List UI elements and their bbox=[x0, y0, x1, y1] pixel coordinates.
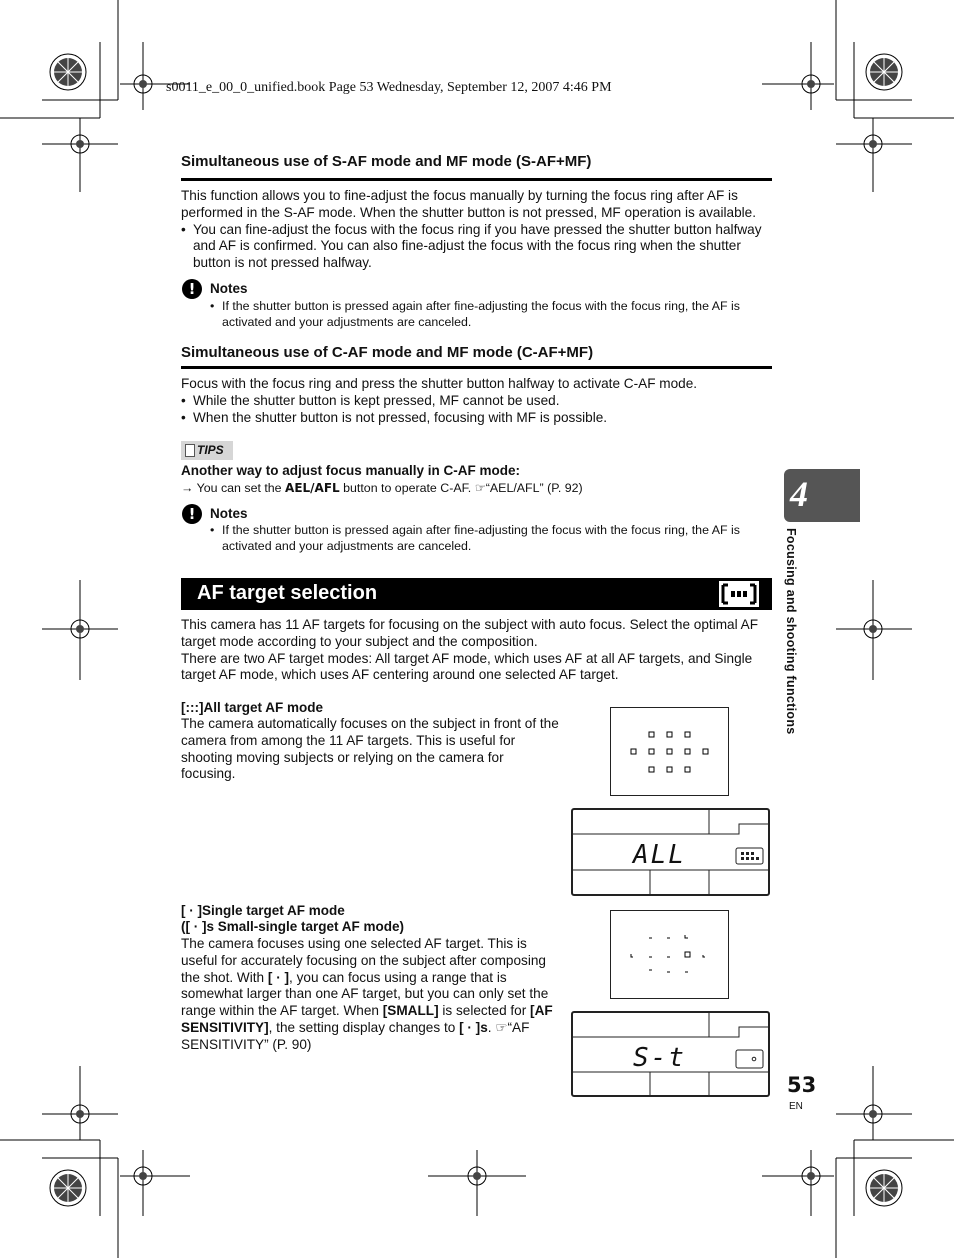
section-title: Simultaneous use of S-AF mode and MF mode (S-AF+MF) bbox=[181, 153, 592, 170]
tips-text bbox=[181, 480, 773, 496]
section-rule bbox=[181, 366, 772, 369]
af-target-banner bbox=[181, 578, 772, 610]
small-single-target-title: ([ · ]s Small-single target AF mode) bbox=[181, 919, 405, 934]
section-body bbox=[181, 376, 773, 426]
notes-heading: Notes bbox=[210, 281, 248, 296]
all-target-title bbox=[181, 700, 561, 715]
text-span: The camera focuses using one selected AF target. This is useful for accurately focusing on the subject after composing the shot. With bbox=[181, 936, 546, 985]
bullet-item: • You can fine-adjust the focus with the focus ring if you have pressed the shutter button halfway and AF is confirmed. You can also fine-adjust the focus with the focus ring when the shutter button is not pressed halfway. bbox=[181, 222, 773, 272]
text-span: , the setting display changes to bbox=[268, 1019, 460, 1035]
note-item: • If the shutter button is pressed again after fine-adjusting the focus with the focus ring, the AF is activated and your adjustments are canceled. bbox=[181, 522, 773, 554]
lcd-readout: S-t bbox=[633, 1043, 686, 1073]
af-intro bbox=[181, 617, 773, 684]
control-panel-all bbox=[571, 808, 770, 896]
section-c-af-mf bbox=[181, 344, 773, 361]
text-span: . bbox=[487, 1019, 496, 1035]
viewfinder-all-targets bbox=[610, 707, 729, 796]
note-item: • If the shutter button is pressed again after fine-adjusting the focus with the focus ring, the AF is activated and your adjustments are canceled. bbox=[181, 298, 773, 330]
paragraph: Focus with the focus ring and press the shutter button halfway to activate C-AF mode. bbox=[181, 376, 698, 391]
tips-label: TIPS bbox=[197, 443, 224, 457]
lcd-readout: ALL bbox=[633, 840, 686, 870]
book-header-line: s0011_e_00_0_unified.book Page 53 Wednesday, September 12, 2007 4:46 PM bbox=[166, 80, 612, 95]
notes-list bbox=[181, 522, 773, 554]
bullet-item: • When the shutter button is not pressed, focusing with MF is possible. bbox=[181, 410, 773, 427]
all-target-body: The camera automatically focuses on the subject in front of the camera from among the 11 AF targets. This is useful for shooting moving subjects or relying on the camera for focusing. bbox=[181, 716, 559, 782]
text-span: is selected for bbox=[438, 1003, 531, 1019]
tips-reference: ☞“AEL/AFL” (P. 92) bbox=[474, 481, 583, 495]
section-body bbox=[181, 188, 773, 272]
chapter-number: 4 bbox=[790, 474, 808, 514]
af-target-icon bbox=[719, 581, 759, 607]
bullet-item: • While the shutter button is kept pressed, MF cannot be used. bbox=[181, 393, 773, 410]
chapter-tab bbox=[784, 469, 860, 522]
single-target-symbol: [ · ] bbox=[267, 969, 290, 985]
all-target-icon: [:::] bbox=[181, 700, 204, 715]
paragraph: This camera has 11 AF targets for focusing on the subject with auto focus. Select the optimal AF target mode according to your subject and the composition. bbox=[181, 617, 759, 649]
single-target-body bbox=[181, 936, 561, 1054]
tips-title: Another way to adjust focus manually in C-AF mode: bbox=[181, 463, 521, 478]
paragraph: This function allows you to fine-adjust the focus manually by turning the focus ring after AF is performed in the S-AF mode. When the shutter button is not pressed, MF operation is available. bbox=[181, 188, 757, 220]
ael-afl-button-label: AEL/AFL bbox=[285, 481, 340, 495]
all-target-label: All target AF mode bbox=[203, 700, 323, 715]
warning-icon: ! bbox=[182, 279, 202, 299]
banner-title: AF target selection bbox=[197, 582, 378, 604]
language-code: EN bbox=[789, 1101, 803, 1112]
single-target-title: [ · ]Single target AF mode bbox=[181, 903, 345, 918]
text-span: , you can focus using a range that is somewhat larger than one AF target, but you can only set the range within the AF target. When bbox=[181, 969, 549, 1019]
chapter-title: Focusing and shooting functions bbox=[784, 528, 798, 735]
chapter-title-vertical bbox=[782, 528, 802, 758]
control-panel-single bbox=[571, 1011, 770, 1097]
section-rule bbox=[181, 178, 772, 181]
tips-note-icon bbox=[185, 444, 195, 457]
paragraph: There are two AF target modes: All target AF mode, which uses AF at all AF targets, and Single target AF mode, which uses AF centering around one selected AF target. bbox=[181, 650, 753, 683]
section-title: Simultaneous use of C-AF mode and MF mode (C-AF+MF) bbox=[181, 344, 594, 361]
af-sensitivity-option: [AF SENSITIVITY] bbox=[181, 1003, 553, 1035]
notes-list bbox=[181, 298, 773, 330]
tips-prefix: → You can set the bbox=[181, 481, 286, 495]
small-option: [SMALL] bbox=[382, 1003, 439, 1019]
reference: ☞“AF SENSITIVITY” (P. 90) bbox=[181, 1019, 530, 1052]
tips-suffix: button to operate C-AF. bbox=[339, 481, 475, 495]
warning-icon: ! bbox=[182, 504, 202, 524]
viewfinder-single-target bbox=[610, 910, 729, 999]
notes-heading: Notes bbox=[210, 506, 248, 521]
page-number: 53 bbox=[787, 1073, 817, 1097]
section-s-af-mf bbox=[181, 153, 773, 170]
small-single-symbol: [ · ]s bbox=[459, 1019, 488, 1035]
